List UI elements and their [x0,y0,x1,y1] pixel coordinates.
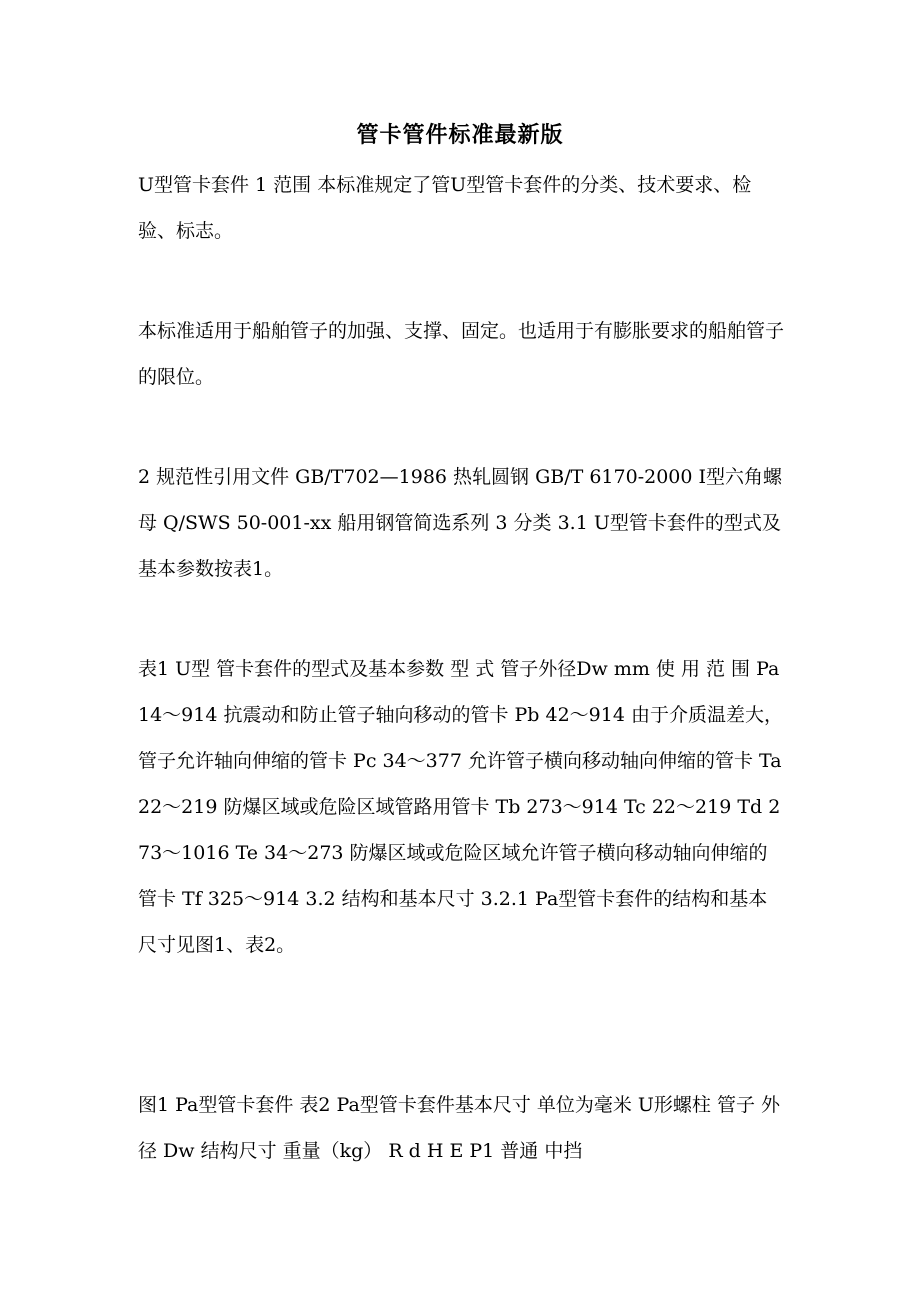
document-title: 管卡管件标准最新版 [356,122,564,148]
paragraph-table2-dimensions: 图1 Pa型管卡套件 表2 Pa型管卡套件基本尺寸 单位为毫米 U形螺柱 管子 外径 Dw 结构尺寸 重量（kg） R d H E P1 普通 中挡 [138,1094,780,1162]
paragraph-applicability: 本标准适用于船舶管子的加强、支撑、固定。也适用于有膨胀要求的船舶管子的限位。 [138,320,785,388]
paragraph-table1-params: 表1 U型 管卡套件的型式及基本参数 型 式 管子外径Dw mm 使 用 范 围 Pa 14～914 抗震动和防止管子轴向移动的管卡 Pb 42～914 由于介质温差大，管子允许轴向伸缩的管卡 Pc 34～377 允许管子横向移动轴向伸缩的管卡 Ta 22～219 防爆区域或危险区域管路用管卡 Tb 273～914 Tc 22～219 Td 273～1016 Te 34～273 防爆区域或危险区域允许管子横向移动轴向伸缩的管卡 Tf 325～914 3.2 结构和基本尺寸 3.2.1 Pa型管卡套件的结构和基本尺寸见图1、表2。 [138,658,783,956]
paragraph-scope: U型管卡套件 1 范围 本标准规定了管U型管卡套件的分类、技术要求、检验、标志。 [138,174,752,242]
paragraph-references: 2 规范性引用文件 GB/T702—1986 热轧圆钢 GB/T 6170-2000 Ⅰ型六角螺母 Q/SWS 50-001-xx 船用钢管简选系列 3 分类 3.1 U型管卡套件的型式及基本参数按表1。 [138,466,783,580]
